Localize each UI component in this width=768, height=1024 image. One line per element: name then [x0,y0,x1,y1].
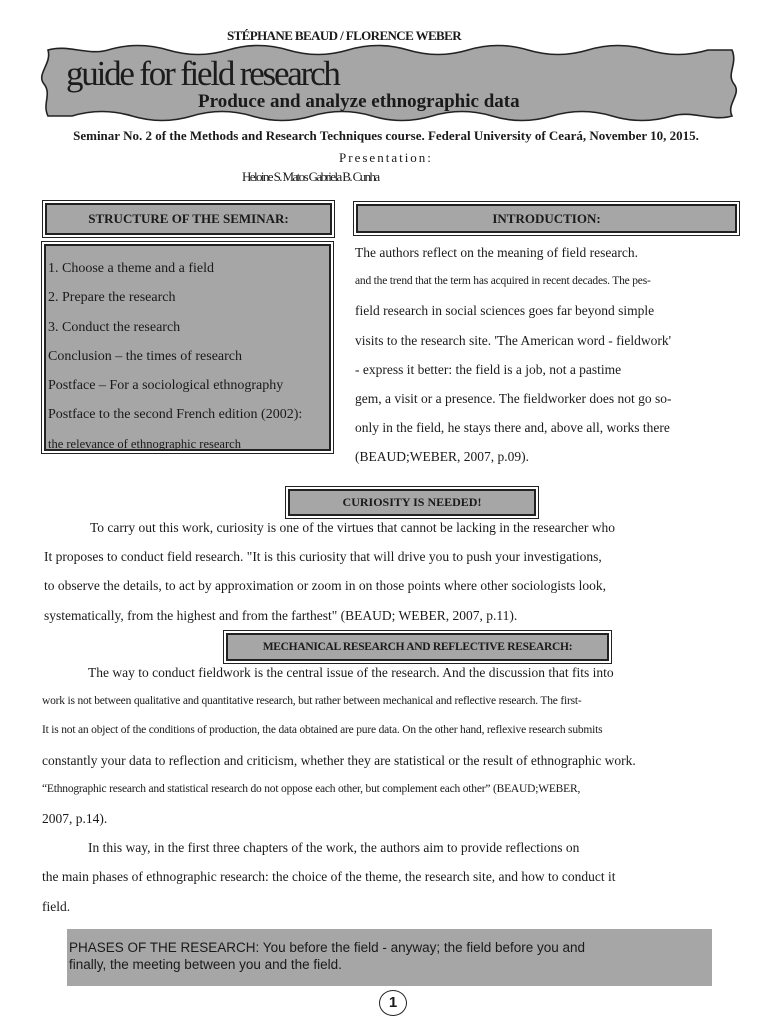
structure-item: 2. Prepare the research [48,290,176,306]
text-line: “Ethnographic research and statistical research do not oppose each other, but complement each other” (BEAUD;WEBER, [42,782,581,795]
phases-line: PHASES OF THE RESEARCH: You before the field - anyway; the field before you and [69,940,586,955]
text-line: constantly your data to reflection and criticism, whether they are statistical or the result of ethnographic work. [42,752,636,768]
text-line: To carry out this work, curiosity is one of the virtues that cannot be lacking in the researcher who [90,520,616,535]
structure-heading: STRUCTURE OF THE SEMINAR: [45,203,332,235]
text-line: (BEAUD;WEBER, 2007, p.09). [355,449,529,465]
introduction-text [355,238,755,472]
seminar-info: Seminar No. 2 of the Methods and Research Techniques course. Federal University of Ceará, November 10, 2015. [73,128,699,143]
text-line: - express it better: the field is a job, not a pastime [355,361,622,377]
phases-line: finally, the meeting between you and the field. [69,957,342,972]
phases-box [67,929,712,986]
page-number: 1 [379,990,407,1016]
text-line: It proposes to conduct field research. "It is this curiosity that will drive you to push your investigations, [44,549,602,565]
text-line: systematically, from the highest and from the farthest" (BEAUD; WEBER, 2007, p.11). [44,607,518,623]
mechanical-text [42,658,752,921]
text-line: the main phases of ethnographic research: the choice of the theme, the research site, and how to conduct it [42,869,616,885]
presenters: Heloine S. Matos Gabriela B. Cunha [242,169,379,184]
structure-item: Postface to the second French edition (2002): [48,407,303,423]
text-line: only in the field, he stays there and, above all, works there [355,420,670,436]
structure-item: Postface – For a sociological ethnography [48,378,284,394]
text-line: It is not an object of the conditions of production, the data obtained are pure data. On the other hand, reflexive research submits [42,724,603,737]
authors: STÉPHANE BEAUD / FLORENCE WEBER [227,28,461,43]
curiosity-text [44,513,744,630]
text-line: and the trend that the term has acquired in recent decades. The pes- [355,275,651,288]
structure-item: Conclusion – the times of research [48,348,243,364]
presentation-label: Presentation: [339,150,433,165]
text-line: The way to conduct fieldwork is the central issue of the research. And the discussion that fits into [88,665,614,680]
text-line: field research in social sciences goes far beyond simple [355,303,655,319]
text-line: In this way, in the first three chapters of the work, the authors aim to provide reflections on [88,840,580,856]
structure-item: the relevance of ethnographic research [48,436,241,451]
mechanical-heading: MECHANICAL RESEARCH AND REFLECTIVE RESEARCH: [226,633,609,661]
structure-item: 3. Conduct the research [48,319,181,335]
structure-item: 1. Choose a theme and a field [48,261,215,276]
introduction-heading: INTRODUCTION: [356,204,737,233]
text-line: The authors reflect on the meaning of field research. [355,245,638,260]
text-line: 2007, p.14). [42,811,108,827]
text-line: field. [42,898,71,914]
text-line: gem, a visit or a presence. The fieldworker does not go so- [355,391,672,407]
text-line: to observe the details, to act by approximation or zoom in on those points where other sociologists look, [44,578,607,594]
text-line: work is not between qualitative and quantitative research, but rather between mechanical and reflective research. The first- [42,695,582,708]
structure-list [44,244,331,451]
document-subtitle: Produce and analyze ethnographic data [198,91,520,112]
document-title: guide for field research [66,54,339,93]
text-line: visits to the research site. 'The American word - fieldwork' [355,332,672,348]
curiosity-heading: CURIOSITY IS NEEDED! [288,489,536,516]
